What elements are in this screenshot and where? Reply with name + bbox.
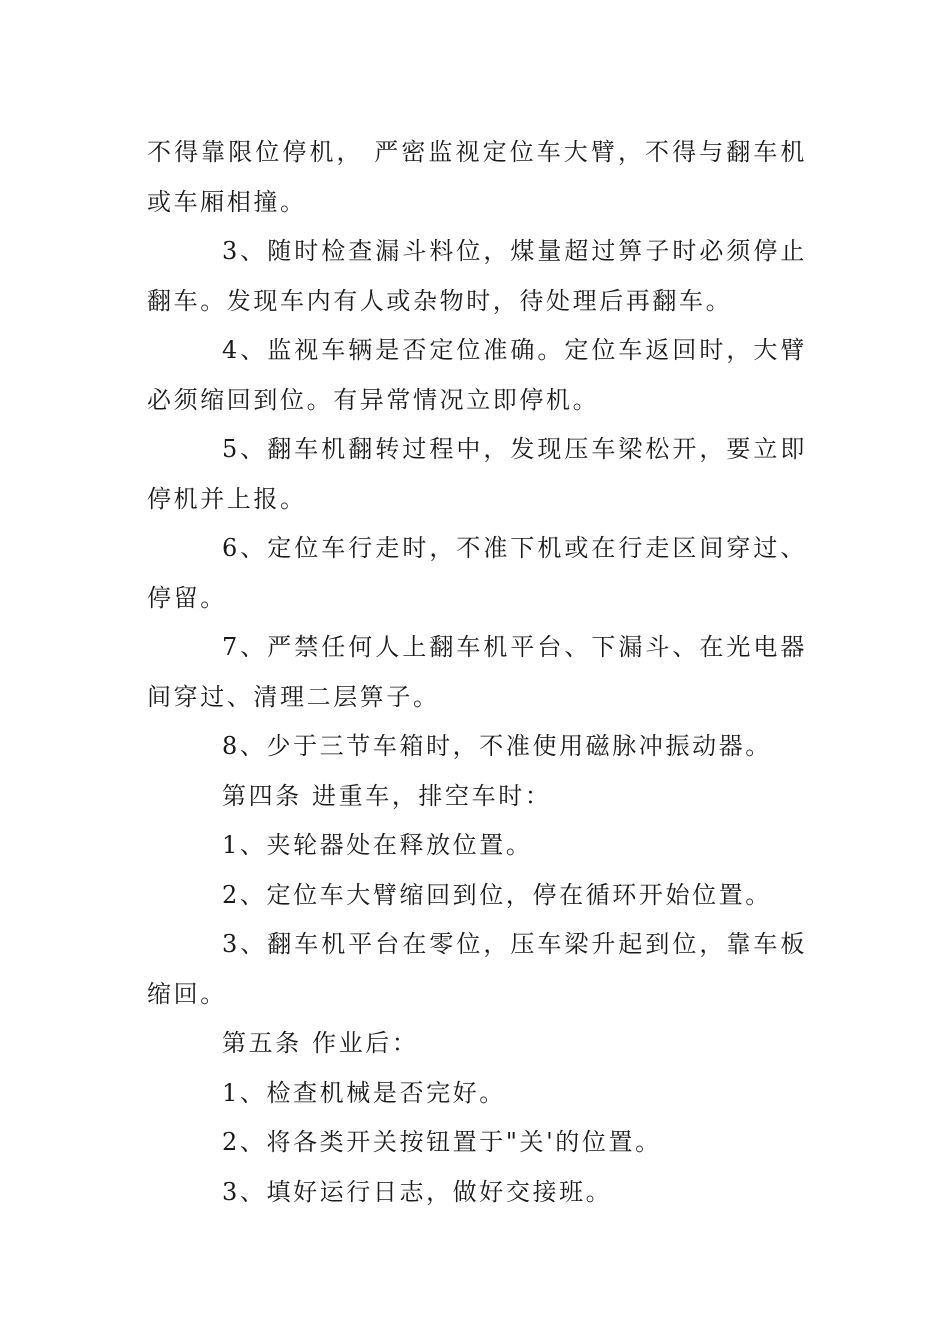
paragraph-article5-item-1: 1、检查机械是否完好。 (222, 1078, 506, 1107)
paragraph-item-8: 8、少于三节车箱时，不准使用磁脉冲振动器。 (222, 732, 772, 760)
paragraph-article4-item-1: 1、夹轮器处在释放位置。 (222, 831, 533, 859)
paragraph-article5-item-2: 2、将各类开关按钮置于"关'的位置。 (222, 1128, 662, 1156)
paragraph-item-3: 3、随时检查漏斗料位，煤量超过箅子时必须停止翻车。发现车内有人或杂物时，待处理后再翻车。 (147, 237, 807, 315)
paragraph-continuation: 不得靠限位停机， 严密监视定位车大臂，不得与翻车机或车厢相撞。 (147, 138, 807, 216)
paragraph-article4-item-3: 3、翻车机平台在零位，压车梁升起到位，靠车板缩回。 (147, 930, 807, 1008)
paragraph-item-4: 4、监视车辆是否定位准确。定位车返回时，大臂必须缩回到位。有异常情况立即停机。 (147, 336, 807, 414)
document-body (147, 128, 807, 1217)
paragraph-item-6: 6、定位车行走时，不准下机或在行走区间穿过、停留。 (147, 534, 807, 612)
section-heading-article-5: 第五条 作业后： (222, 1029, 419, 1057)
paragraph-article5-item-3: 3、填好运行日志，做好交接班。 (222, 1177, 613, 1206)
paragraph-item-7: 7、严禁任何人上翻车机平台、下漏斗、在光电器间穿过、清理二层箅子。 (147, 633, 807, 711)
paragraph-item-5: 5、翻车机翻转过程中，发现压车梁松开，要立即停机并上报。 (147, 435, 807, 513)
paragraph-article4-item-2: 2、定位车大臂缩回到位，停在循环开始位置。 (222, 880, 772, 909)
section-heading-article-4: 第四条 进重车，排空车时： (222, 781, 552, 810)
